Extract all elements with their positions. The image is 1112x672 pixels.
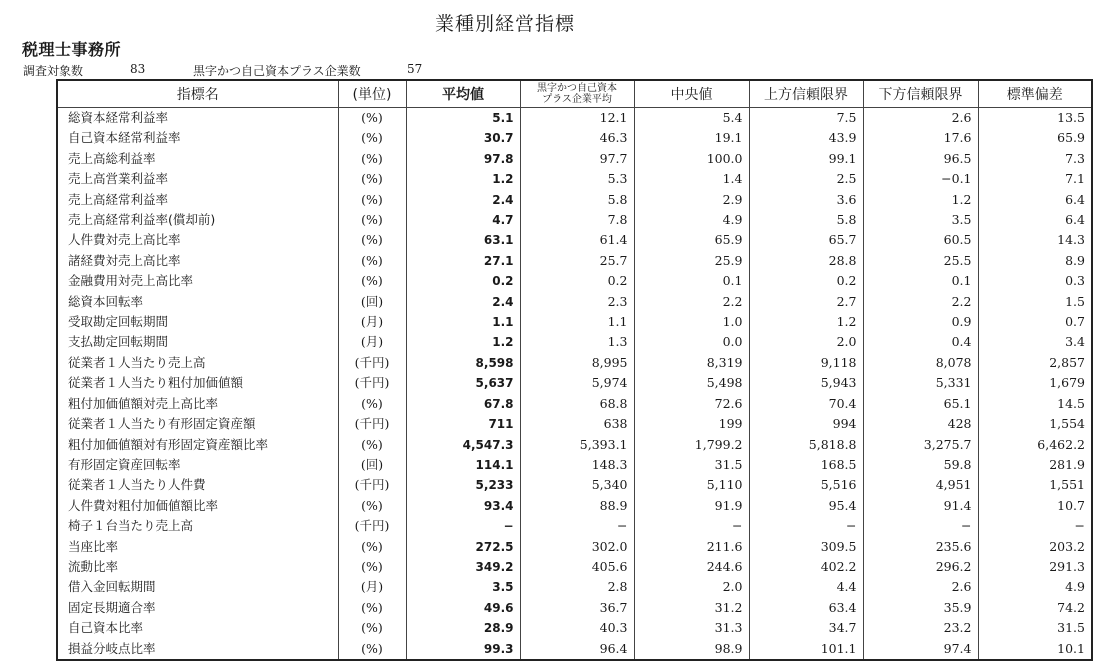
cell-average: 5,233 [406, 475, 520, 495]
cell-unit: (%) [338, 557, 406, 577]
cell-unit: (回) [338, 292, 406, 312]
header-profitable-line1: 黒字かつ自己資本 [537, 83, 617, 94]
cell-name: 支払勘定回転期間 [57, 332, 338, 352]
cell-stddev: 4.9 [978, 577, 1092, 597]
cell-lower-limit: 235.6 [863, 537, 978, 557]
cell-upper-limit: 2.5 [749, 169, 863, 189]
cell-profitable-average: 40.3 [520, 618, 634, 638]
cell-unit: (%) [338, 190, 406, 210]
table-row [57, 128, 1092, 148]
table-row [57, 475, 1092, 495]
cell-average: 349.2 [406, 557, 520, 577]
table-row [57, 557, 1092, 577]
cell-lower-limit: 2.6 [863, 108, 978, 129]
cell-lower-limit: 296.2 [863, 557, 978, 577]
cell-unit: (千円) [338, 475, 406, 495]
cell-stddev: 0.3 [978, 271, 1092, 291]
cell-stddev: 10.1 [978, 639, 1092, 660]
profitable-count-label: 黒字かつ自己資本プラス企業数 [193, 64, 361, 78]
cell-stddev: 2,857 [978, 353, 1092, 373]
cell-lower-limit: 2.6 [863, 577, 978, 597]
cell-median: 1.0 [634, 312, 749, 332]
table-row [57, 169, 1092, 189]
cell-profitable-average: 2.3 [520, 292, 634, 312]
table-row [57, 210, 1092, 230]
cell-stddev: 7.3 [978, 149, 1092, 169]
cell-stddev: 0.7 [978, 312, 1092, 332]
cell-average: 49.6 [406, 598, 520, 618]
cell-stddev: 10.7 [978, 496, 1092, 516]
cell-unit: (千円) [338, 353, 406, 373]
cell-unit: (%) [338, 496, 406, 516]
cell-name: 自己資本比率 [57, 618, 338, 638]
cell-lower-limit: 4,951 [863, 475, 978, 495]
cell-stddev: 6,462.2 [978, 435, 1092, 455]
header-upper-limit: 上方信頼限界 [749, 80, 863, 108]
cell-profitable-average: − [520, 516, 634, 536]
cell-lower-limit: 60.5 [863, 230, 978, 250]
header-unit: (単位) [338, 80, 406, 108]
table-row [57, 332, 1092, 352]
cell-average: 5,637 [406, 373, 520, 393]
cell-name: 自己資本経常利益率 [57, 128, 338, 148]
cell-median: 91.9 [634, 496, 749, 516]
header-profitable-line2: プラス企業平均 [542, 94, 612, 105]
table-row [57, 353, 1092, 373]
cell-median: 72.6 [634, 394, 749, 414]
cell-stddev: 1.5 [978, 292, 1092, 312]
cell-lower-limit: 35.9 [863, 598, 978, 618]
cell-profitable-average: 1.3 [520, 332, 634, 352]
cell-median: 1.4 [634, 169, 749, 189]
cell-median: − [634, 516, 749, 536]
cell-average: 99.3 [406, 639, 520, 660]
cell-median: 31.3 [634, 618, 749, 638]
header-stddev: 標準偏差 [978, 80, 1092, 108]
cell-median: 65.9 [634, 230, 749, 250]
table-row [57, 190, 1092, 210]
cell-profitable-average: 88.9 [520, 496, 634, 516]
cell-name: 総資本回転率 [57, 292, 338, 312]
cell-average: 3.5 [406, 577, 520, 597]
table-row [57, 496, 1092, 516]
cell-name: 売上高経常利益率 [57, 190, 338, 210]
cell-median: 199 [634, 414, 749, 434]
cell-profitable-average: 96.4 [520, 639, 634, 660]
cell-upper-limit: 2.7 [749, 292, 863, 312]
cell-lower-limit: 25.5 [863, 251, 978, 271]
cell-median: 5.4 [634, 108, 749, 129]
cell-unit: (月) [338, 312, 406, 332]
table-row [57, 149, 1092, 169]
cell-name: 人件費対売上高比率 [57, 230, 338, 250]
cell-median: 31.5 [634, 455, 749, 475]
cell-profitable-average: 25.7 [520, 251, 634, 271]
cell-average: 8,598 [406, 353, 520, 373]
cell-median: 2.0 [634, 577, 749, 597]
cell-upper-limit: 70.4 [749, 394, 863, 414]
cell-unit: (%) [338, 394, 406, 414]
cell-stddev: 6.4 [978, 210, 1092, 230]
table-row [57, 394, 1092, 414]
cell-unit: (月) [338, 332, 406, 352]
cell-unit: (千円) [338, 373, 406, 393]
cell-lower-limit: 59.8 [863, 455, 978, 475]
cell-median: 1,799.2 [634, 435, 749, 455]
cell-upper-limit: − [749, 516, 863, 536]
cell-median: 2.2 [634, 292, 749, 312]
header-median: 中央値 [634, 80, 749, 108]
indicators-table [56, 79, 1093, 661]
cell-lower-limit: 96.5 [863, 149, 978, 169]
cell-upper-limit: 5.8 [749, 210, 863, 230]
cell-profitable-average: 7.8 [520, 210, 634, 230]
cell-stddev: 13.5 [978, 108, 1092, 129]
cell-lower-limit: − [863, 516, 978, 536]
cell-name: 有形固定資産回転率 [57, 455, 338, 475]
cell-upper-limit: 2.0 [749, 332, 863, 352]
cell-stddev: 1,679 [978, 373, 1092, 393]
cell-stddev: 203.2 [978, 537, 1092, 557]
table-row [57, 230, 1092, 250]
cell-unit: (%) [338, 598, 406, 618]
cell-name: 当座比率 [57, 537, 338, 557]
page-title: 業種別経営指標 [434, 13, 575, 35]
cell-median: 100.0 [634, 149, 749, 169]
cell-average: 27.1 [406, 251, 520, 271]
cell-unit: (千円) [338, 516, 406, 536]
cell-profitable-average: 405.6 [520, 557, 634, 577]
table-row [57, 639, 1092, 660]
cell-unit: (%) [338, 230, 406, 250]
table-row [57, 537, 1092, 557]
cell-name: 金融費用対売上高比率 [57, 271, 338, 291]
cell-lower-limit: 1.2 [863, 190, 978, 210]
cell-stddev: 74.2 [978, 598, 1092, 618]
cell-median: 0.1 [634, 271, 749, 291]
cell-stddev: 1,551 [978, 475, 1092, 495]
cell-name: 粗付加価値額対有形固定資産額比率 [57, 435, 338, 455]
table-row [57, 577, 1092, 597]
cell-upper-limit: 99.1 [749, 149, 863, 169]
cell-unit: (%) [338, 537, 406, 557]
cell-median: 19.1 [634, 128, 749, 148]
cell-profitable-average: 302.0 [520, 537, 634, 557]
cell-name: 損益分岐点比率 [57, 639, 338, 660]
cell-average: 93.4 [406, 496, 520, 516]
cell-name: 従業者１人当たり有形固定資産額 [57, 414, 338, 434]
cell-average: 4,547.3 [406, 435, 520, 455]
table-row [57, 618, 1092, 638]
cell-profitable-average: 2.8 [520, 577, 634, 597]
table-row [57, 108, 1092, 129]
cell-lower-limit: 5,331 [863, 373, 978, 393]
cell-name: 諸経費対売上高比率 [57, 251, 338, 271]
cell-average: 28.9 [406, 618, 520, 638]
cell-name: 流動比率 [57, 557, 338, 577]
cell-stddev: 6.4 [978, 190, 1092, 210]
table-row [57, 414, 1092, 434]
header-lower-limit: 下方信頼限界 [863, 80, 978, 108]
cell-median: 31.2 [634, 598, 749, 618]
cell-stddev: 3.4 [978, 332, 1092, 352]
survey-count-label: 調査対象数 [23, 64, 84, 78]
cell-average: 711 [406, 414, 520, 434]
cell-average: 63.1 [406, 230, 520, 250]
cell-upper-limit: 7.5 [749, 108, 863, 129]
header-name: 指標名 [57, 80, 338, 108]
cell-lower-limit: 0.1 [863, 271, 978, 291]
cell-profitable-average: 5.8 [520, 190, 634, 210]
cell-profitable-average: 0.2 [520, 271, 634, 291]
cell-median: 211.6 [634, 537, 749, 557]
cell-name: 総資本経常利益率 [57, 108, 338, 129]
table-row [57, 292, 1092, 312]
cell-upper-limit: 34.7 [749, 618, 863, 638]
cell-stddev: − [978, 516, 1092, 536]
cell-upper-limit: 0.2 [749, 271, 863, 291]
cell-unit: (%) [338, 271, 406, 291]
cell-lower-limit: 97.4 [863, 639, 978, 660]
cell-median: 5,110 [634, 475, 749, 495]
cell-average: 1.2 [406, 169, 520, 189]
header-profitable-average [520, 80, 634, 108]
cell-median: 0.0 [634, 332, 749, 352]
cell-name: 売上高経常利益率(償却前) [57, 210, 338, 230]
cell-unit: (%) [338, 618, 406, 638]
cell-upper-limit: 402.2 [749, 557, 863, 577]
cell-profitable-average: 1.1 [520, 312, 634, 332]
profitable-count-value: 57 [407, 62, 423, 76]
cell-name: 粗付加価値額対売上高比率 [57, 394, 338, 414]
cell-profitable-average: 638 [520, 414, 634, 434]
cell-profitable-average: 5,340 [520, 475, 634, 495]
cell-average: 67.8 [406, 394, 520, 414]
cell-profitable-average: 148.3 [520, 455, 634, 475]
cell-profitable-average: 5,974 [520, 373, 634, 393]
cell-name: 固定長期適合率 [57, 598, 338, 618]
table-row [57, 435, 1092, 455]
cell-average: 1.2 [406, 332, 520, 352]
survey-count-value: 83 [130, 62, 146, 76]
cell-stddev: 65.9 [978, 128, 1092, 148]
cell-unit: (%) [338, 210, 406, 230]
cell-lower-limit: 23.2 [863, 618, 978, 638]
cell-median: 244.6 [634, 557, 749, 577]
cell-stddev: 14.5 [978, 394, 1092, 414]
cell-average: 2.4 [406, 292, 520, 312]
industry-name: 税理士事務所 [22, 40, 122, 59]
table-row [57, 312, 1092, 332]
cell-profitable-average: 68.8 [520, 394, 634, 414]
cell-average: − [406, 516, 520, 536]
cell-profitable-average: 8,995 [520, 353, 634, 373]
cell-unit: (%) [338, 251, 406, 271]
cell-lower-limit: 65.1 [863, 394, 978, 414]
cell-average: 30.7 [406, 128, 520, 148]
cell-profitable-average: 5,393.1 [520, 435, 634, 455]
table-body [57, 108, 1092, 660]
cell-upper-limit: 3.6 [749, 190, 863, 210]
cell-upper-limit: 9,118 [749, 353, 863, 373]
cell-lower-limit: 0.9 [863, 312, 978, 332]
cell-name: 椅子１台当たり売上高 [57, 516, 338, 536]
cell-upper-limit: 43.9 [749, 128, 863, 148]
cell-lower-limit: 3,275.7 [863, 435, 978, 455]
cell-lower-limit: 8,078 [863, 353, 978, 373]
table-row [57, 516, 1092, 536]
cell-profitable-average: 61.4 [520, 230, 634, 250]
cell-average: 272.5 [406, 537, 520, 557]
cell-lower-limit: 0.4 [863, 332, 978, 352]
cell-upper-limit: 101.1 [749, 639, 863, 660]
table-row [57, 251, 1092, 271]
cell-lower-limit: 2.2 [863, 292, 978, 312]
cell-unit: (回) [338, 455, 406, 475]
cell-stddev: 14.3 [978, 230, 1092, 250]
cell-average: 114.1 [406, 455, 520, 475]
cell-upper-limit: 168.5 [749, 455, 863, 475]
cell-median: 5,498 [634, 373, 749, 393]
cell-lower-limit: 17.6 [863, 128, 978, 148]
cell-unit: (%) [338, 108, 406, 129]
cell-name: 従業者１人当たり粗付加価値額 [57, 373, 338, 393]
cell-median: 25.9 [634, 251, 749, 271]
cell-unit: (%) [338, 169, 406, 189]
cell-unit: (月) [338, 577, 406, 597]
cell-stddev: 1,554 [978, 414, 1092, 434]
cell-average: 1.1 [406, 312, 520, 332]
cell-lower-limit: 428 [863, 414, 978, 434]
cell-profitable-average: 12.1 [520, 108, 634, 129]
cell-upper-limit: 309.5 [749, 537, 863, 557]
cell-upper-limit: 1.2 [749, 312, 863, 332]
cell-upper-limit: 5,818.8 [749, 435, 863, 455]
header-average: 平均値 [406, 80, 520, 108]
cell-unit: (%) [338, 435, 406, 455]
cell-average: 4.7 [406, 210, 520, 230]
cell-name: 人件費対粗付加価値額比率 [57, 496, 338, 516]
cell-lower-limit: −0.1 [863, 169, 978, 189]
table-row [57, 598, 1092, 618]
cell-name: 従業者１人当たり人件費 [57, 475, 338, 495]
cell-average: 97.8 [406, 149, 520, 169]
cell-median: 2.9 [634, 190, 749, 210]
cell-median: 8,319 [634, 353, 749, 373]
table-row [57, 373, 1092, 393]
cell-name: 借入金回転期間 [57, 577, 338, 597]
cell-upper-limit: 28.8 [749, 251, 863, 271]
cell-profitable-average: 46.3 [520, 128, 634, 148]
cell-stddev: 7.1 [978, 169, 1092, 189]
table-row [57, 271, 1092, 291]
cell-name: 従業者１人当たり売上高 [57, 353, 338, 373]
cell-name: 受取勘定回転期間 [57, 312, 338, 332]
cell-upper-limit: 994 [749, 414, 863, 434]
cell-name: 売上高総利益率 [57, 149, 338, 169]
cell-upper-limit: 95.4 [749, 496, 863, 516]
cell-stddev: 291.3 [978, 557, 1092, 577]
cell-unit: (%) [338, 128, 406, 148]
cell-profitable-average: 5.3 [520, 169, 634, 189]
cell-upper-limit: 5,516 [749, 475, 863, 495]
cell-stddev: 31.5 [978, 618, 1092, 638]
cell-profitable-average: 36.7 [520, 598, 634, 618]
cell-unit: (%) [338, 149, 406, 169]
cell-stddev: 8.9 [978, 251, 1092, 271]
cell-median: 98.9 [634, 639, 749, 660]
cell-lower-limit: 3.5 [863, 210, 978, 230]
cell-upper-limit: 4.4 [749, 577, 863, 597]
cell-upper-limit: 5,943 [749, 373, 863, 393]
cell-average: 2.4 [406, 190, 520, 210]
cell-unit: (千円) [338, 414, 406, 434]
header-row [57, 80, 1092, 108]
cell-upper-limit: 63.4 [749, 598, 863, 618]
table-row [57, 455, 1092, 475]
cell-median: 4.9 [634, 210, 749, 230]
cell-lower-limit: 91.4 [863, 496, 978, 516]
cell-average: 5.1 [406, 108, 520, 129]
cell-name: 売上高営業利益率 [57, 169, 338, 189]
cell-upper-limit: 65.7 [749, 230, 863, 250]
cell-average: 0.2 [406, 271, 520, 291]
cell-profitable-average: 97.7 [520, 149, 634, 169]
cell-unit: (%) [338, 639, 406, 660]
cell-stddev: 281.9 [978, 455, 1092, 475]
